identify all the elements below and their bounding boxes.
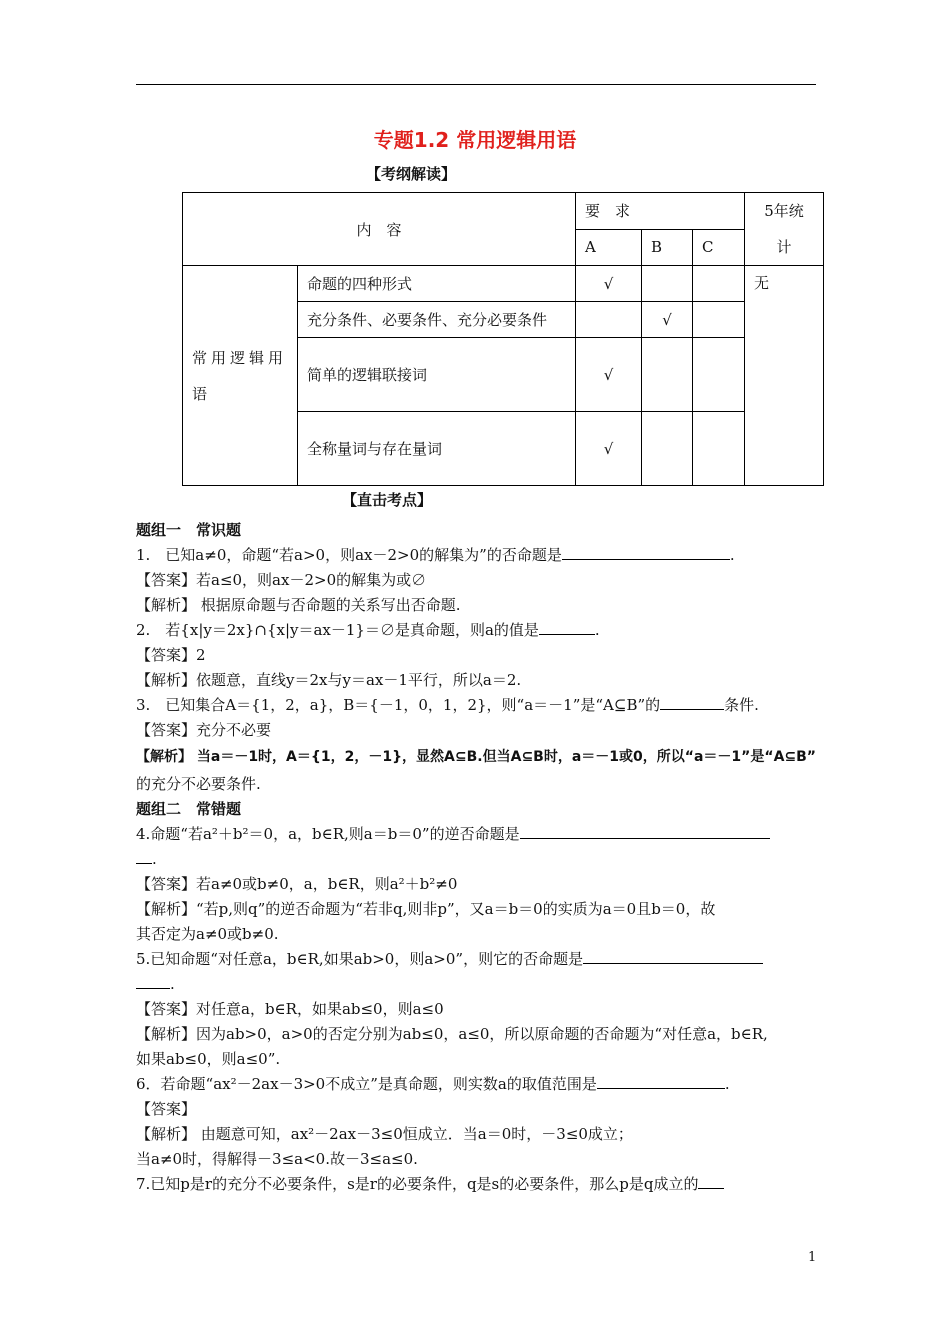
exam-outline-heading: 【考纲解读】	[366, 165, 457, 183]
answer-blank	[660, 695, 724, 710]
question-text: 6．若命题“ax²－2ax－3>0不成立”是真命题，则实数a的取值范围是	[136, 1075, 597, 1093]
period: .	[724, 1075, 730, 1093]
question-2	[136, 618, 816, 643]
check-b	[642, 412, 693, 486]
question-text: 2. 若{x|y＝2x}∩{x|y＝ax－1}＝∅是真命题，则a的值是	[136, 621, 539, 639]
explanation-6: 【解析】 由题意可知，ax²－2ax－3≤0恒成立．当a＝0时，－3≤0成立；	[136, 1125, 633, 1143]
answer-blank	[562, 545, 730, 560]
check-b	[642, 338, 693, 412]
group-heading: 题组二 常错题	[136, 800, 242, 818]
check-a	[576, 302, 642, 338]
header-requirement: 要 求	[576, 193, 745, 230]
header-rule	[136, 84, 816, 85]
question-6	[136, 1072, 816, 1097]
header-level-a: A	[576, 229, 642, 266]
question-text: 5.已知命题“对任意a，b∈R,如果ab>0，则a>0”，则它的否命题是	[136, 950, 584, 968]
check-b: √	[642, 302, 693, 338]
check-c	[693, 338, 745, 412]
explanation-6-cont: 当a≠0时，得解得－3≤a<0.故－3≤a≤0.	[136, 1150, 418, 1168]
explanation-1: 【解析】 根据原命题与否命题的关系写出否命题.	[136, 596, 461, 614]
header-stats	[745, 193, 824, 266]
focus-heading: 【直击考点】	[342, 491, 433, 509]
header-level-c: C	[693, 229, 745, 266]
period: .	[594, 621, 600, 639]
topic-cell: 充分条件、必要条件、充分必要条件	[298, 302, 576, 338]
question-text: 7.已知p是r的充分不必要条件，s是r的必要条件，q是s的必要条件，那么p是q成立的	[136, 1175, 699, 1193]
topic-cell: 简单的逻辑联接词	[298, 338, 576, 412]
question-4	[136, 822, 816, 847]
check-a: √	[576, 266, 642, 302]
question-text: 1. 已知a≠0，命题“若a>0，则ax－2>0的解集为”的否命题是	[136, 546, 562, 564]
category-line2: 语	[192, 384, 212, 403]
answer-5: 【答案】对任意a，b∈R，如果ab≤0，则a≤0	[136, 1000, 444, 1018]
answer-3: 【答案】充分不必要	[136, 721, 272, 739]
question-3	[136, 693, 816, 718]
period: .	[729, 546, 735, 564]
category-line1: 常用逻辑用	[192, 348, 288, 367]
period: .	[170, 975, 175, 993]
check-c	[693, 412, 745, 486]
check-a: √	[576, 338, 642, 412]
explanation-5-cont: 如果ab≤0，则a≤0”.	[136, 1050, 281, 1068]
period: .	[152, 850, 157, 868]
answer-blank	[583, 949, 763, 964]
explanation-3-cont: 的充分不必要条件.	[136, 775, 261, 793]
question-text: 4.命题“若a²＋b²＝0，a，b∈R,则a＝b＝0”的逆否命题是	[136, 825, 520, 843]
category-cell	[183, 266, 298, 486]
page-title: 专题1.2 常用逻辑用语	[373, 128, 577, 152]
question-1	[136, 543, 816, 568]
header-level-b: B	[642, 229, 693, 266]
question-tail: 条件.	[724, 696, 759, 714]
question-4-cont	[136, 847, 816, 872]
answer-6: 【答案】	[136, 1100, 197, 1118]
answer-blank	[597, 1074, 725, 1089]
answer-blank	[136, 849, 152, 864]
explanation-2: 【解析】依题意，直线y＝2x与y＝ax－1平行，所以a＝2.	[136, 671, 522, 689]
topic-cell: 全称量词与存在量词	[298, 412, 576, 486]
answer-blank	[520, 824, 770, 839]
stats-value: 无	[745, 266, 824, 486]
explanation-4: 【解析】“若p,则q”的逆否命题为“若非q,则非p”，又a＝b＝0的实质为a＝0且b＝0，故	[136, 900, 716, 918]
header-stats-line1: 5年统	[764, 202, 804, 220]
check-b	[642, 266, 693, 302]
question-7	[136, 1172, 816, 1197]
header-content: 内 容	[183, 193, 576, 266]
explanation-3: 【解析】 当a＝－1时，A＝{1，2，－1}，显然A⊆B.但当A⊆B时，a＝－1或0，所以“a＝－1”是“A⊆B”	[136, 749, 817, 765]
explanation-5: 【解析】因为ab>0，a>0的否定分别为ab≤0，a≤0，所以原命题的否命题为“对任意a，b∈R,	[136, 1025, 768, 1043]
question-5	[136, 947, 816, 972]
check-c	[693, 266, 745, 302]
answer-1: 【答案】若a≤0，则ax－2>0的解集为或∅	[136, 571, 427, 589]
question-text: 3. 已知集合A＝{1，2，a}，B＝{－1，0，1，2}，则“a＝－1”是“A⊆B”的	[136, 696, 661, 714]
check-a: √	[576, 412, 642, 486]
header-stats-line2: 计	[776, 238, 792, 256]
answer-2: 【答案】2	[136, 646, 206, 664]
question-5-cont	[136, 972, 816, 997]
answer-4: 【答案】若a≠0或b≠0，a，b∈R，则a²＋b²≠0	[136, 875, 458, 893]
exam-outline-table	[182, 192, 824, 486]
check-c	[693, 302, 745, 338]
topic-cell: 命题的四种形式	[298, 266, 576, 302]
answer-blank	[698, 1174, 724, 1189]
exercise-body	[136, 518, 816, 1197]
answer-blank	[136, 974, 170, 989]
explanation-4-cont: 其否定为a≠0或b≠0.	[136, 925, 279, 943]
answer-blank	[539, 620, 595, 635]
group-heading: 题组一 常识题	[136, 521, 242, 539]
page-number: 1	[808, 1250, 817, 1265]
